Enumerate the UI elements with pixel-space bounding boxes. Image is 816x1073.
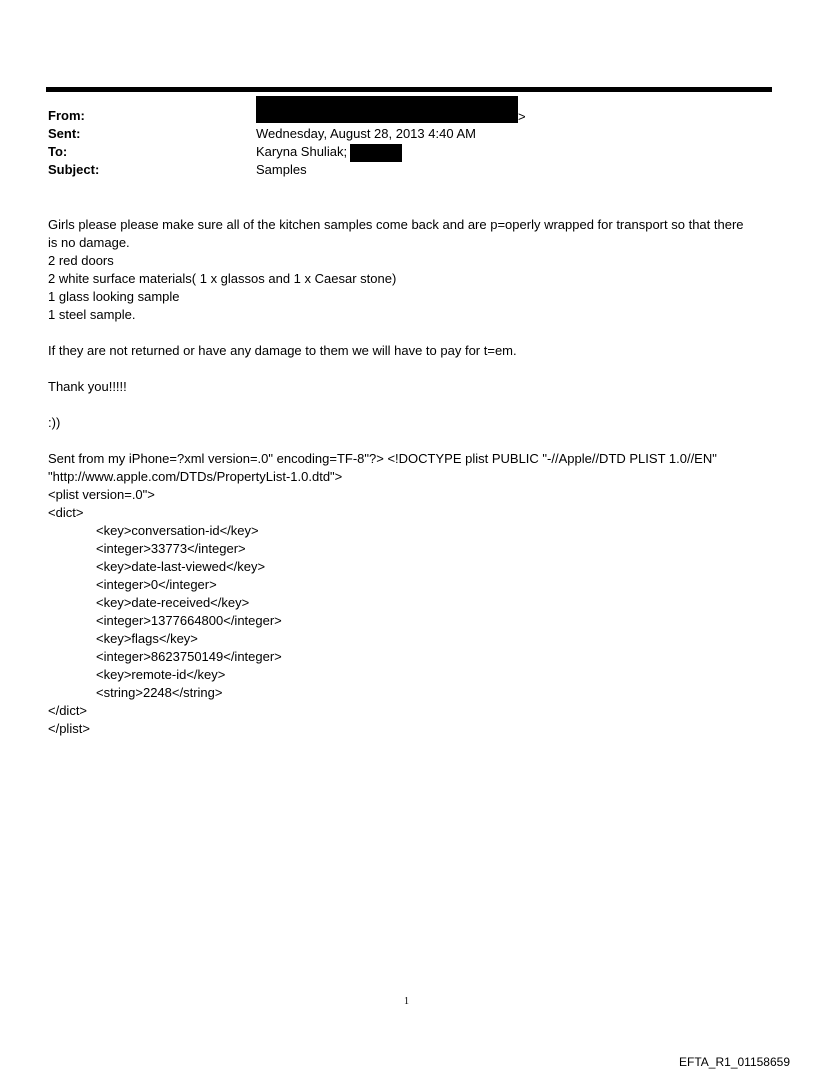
bates-number: EFTA_R1_01158659 xyxy=(679,1055,790,1069)
to-value: Karyna Shuliak; xyxy=(256,144,348,159)
sent-label: Sent: xyxy=(48,126,81,141)
body-line: <integer>0</integer> xyxy=(96,577,217,592)
body-line: <dict> xyxy=(48,505,84,520)
body-line: <integer>33773</integer> xyxy=(96,541,246,556)
body-line: 2 white surface materials( 1 x glassos and 1 x Caesar stone) xyxy=(48,271,397,286)
body-line: Girls please please make sure all of the kitchen samples come back and are p=operly wrapped for transport so that there xyxy=(48,217,744,232)
body-line: <key>date-last-viewed</key> xyxy=(96,559,266,574)
body-line: <plist version=.0"> xyxy=(48,487,155,502)
from-value-tail: > xyxy=(518,109,526,124)
subject-value: Samples xyxy=(256,162,307,177)
to-label: To: xyxy=(48,144,68,159)
body-line: "http://www.apple.com/DTDs/PropertyList-1.0.dtd"> xyxy=(48,469,343,484)
sent-value: Wednesday, August 28, 2013 4:40 AM xyxy=(256,126,476,141)
redacted-recipient xyxy=(350,144,402,162)
body-line: <key>conversation-id</key> xyxy=(96,523,259,538)
body-line: <integer>8623750149</integer> xyxy=(96,649,282,664)
body-line: </dict> xyxy=(48,703,88,718)
body-line: <key>flags</key> xyxy=(96,631,198,646)
body-line: Sent from my iPhone=?xml version=.0" encoding=TF-8"?> <!DOCTYPE plist PUBLIC "-//Apple//DTD PLIST 1.0//EN" xyxy=(48,451,717,466)
body-line: If they are not returned or have any damage to them we will have to pay for t=em. xyxy=(48,343,517,358)
from-label: From: xyxy=(48,108,85,123)
body-line: <key>date-received</key> xyxy=(96,595,250,610)
body-line: <string>2248</string> xyxy=(96,685,223,700)
header-rule xyxy=(46,87,772,92)
body-line: </plist> xyxy=(48,721,90,736)
redacted-from-address xyxy=(256,96,518,123)
body-line: <integer>1377664800</integer> xyxy=(96,613,282,628)
email-body xyxy=(48,216,778,738)
page-number: 1 xyxy=(404,996,409,1007)
body-line: :)) xyxy=(48,415,61,430)
subject-label: Subject: xyxy=(48,162,100,177)
body-line: 1 glass looking sample xyxy=(48,289,180,304)
body-line: Thank you!!!!! xyxy=(48,379,127,394)
body-line: 2 red doors xyxy=(48,253,114,268)
body-line: is no damage. xyxy=(48,235,130,250)
body-line: <key>remote-id</key> xyxy=(96,667,226,682)
body-line: 1 steel sample. xyxy=(48,307,136,322)
